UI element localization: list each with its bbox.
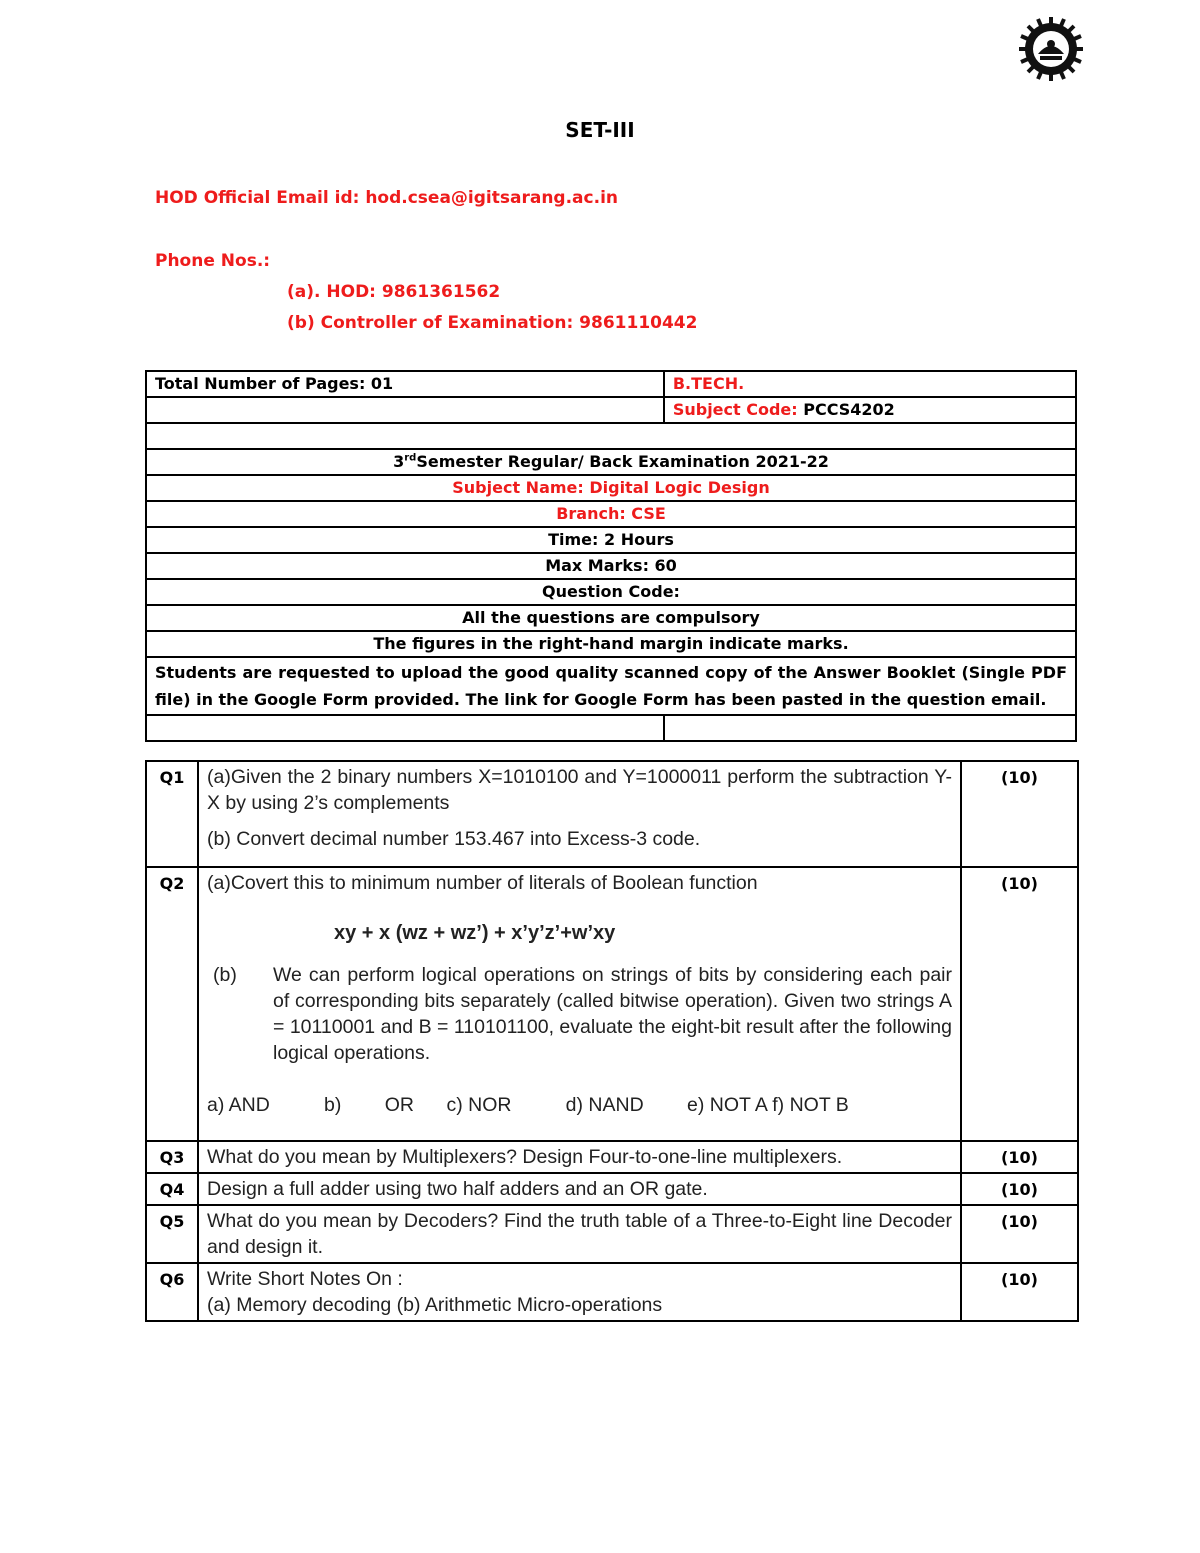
- question-code: Question Code:: [146, 579, 1076, 605]
- question-row-q3: [146, 1141, 1078, 1173]
- subject-code-label: Subject Code:: [672, 400, 804, 419]
- question-number: Q2: [146, 867, 198, 1141]
- logical-operations-list: a) AND b) OR c) NOR d) NAND e) NOT A f) NOT B: [207, 1094, 849, 1116]
- question-marks: (10): [961, 761, 1078, 867]
- empty-row: [146, 423, 1076, 449]
- question-number: Q3: [146, 1141, 198, 1173]
- exam-info-table: [145, 370, 1077, 742]
- set-title: SET-III: [565, 118, 635, 142]
- phone-controller: (b) Controller of Examination: 9861110442: [287, 313, 698, 333]
- question-number: Q5: [146, 1205, 198, 1263]
- max-marks: Max Marks: 60: [146, 553, 1076, 579]
- question-number: Q1: [146, 761, 198, 867]
- subject-name: Subject Name: Digital Logic Design: [146, 475, 1076, 501]
- question-text: What do you mean by Decoders? Find the truth table of a Three-to-Eight line Decoder and design it.: [198, 1205, 961, 1263]
- figures-note: The figures in the right-hand margin indicate marks.: [146, 631, 1076, 657]
- upload-note: Students are requested to upload the good quality scanned copy of the Answer Booklet (Single PDF file) in the Google Form provided. The link for Google Form has been pasted in the question email.: [146, 657, 1076, 715]
- question-row-q2: [146, 867, 1078, 1141]
- q2-part-b: We can perform logical operations on strings of bits by considering each pair of corresponding bits separately (called bitwise operation). Given two strings A = 10110001 and B = 110101100, evaluate the eight-bit result after the following logical operations.: [273, 964, 952, 1064]
- semester-line: 3rdSemester Regular/ Back Examination 2021-22: [146, 449, 1076, 475]
- phone-label: Phone Nos.:: [155, 251, 271, 271]
- boolean-formula: xy + x (wz + wz’) + x’y’z’+w’xy: [334, 922, 616, 944]
- institute-emblem-icon: [1018, 16, 1084, 82]
- empty-cell: [146, 397, 664, 423]
- phone-hod: (a). HOD: 9861361562: [287, 282, 501, 302]
- degree: B.TECH.: [664, 371, 1076, 397]
- question-number: Q6: [146, 1263, 198, 1321]
- question-text-sub: (a) Memory decoding (b) Arithmetic Micro-operations: [207, 1294, 663, 1316]
- compulsory-note: All the questions are compulsory: [146, 605, 1076, 631]
- question-text: What do you mean by Multiplexers? Design Four-to-one-line multiplexers.: [198, 1141, 961, 1173]
- question-row-q4: [146, 1173, 1078, 1205]
- question-row-q5: [146, 1205, 1078, 1263]
- q2-part-a: (a)Covert this to minimum number of literals of Boolean function: [207, 872, 758, 894]
- subject-code-cell: [664, 397, 1076, 423]
- exam-time: Time: 2 Hours: [146, 527, 1076, 553]
- empty-cell: [146, 715, 664, 741]
- question-row-q1: [146, 761, 1078, 867]
- question-marks: (10): [961, 1173, 1078, 1205]
- question-marks: (10): [961, 1263, 1078, 1321]
- question-row-q6: [146, 1263, 1078, 1321]
- question-number: Q4: [146, 1173, 198, 1205]
- question-text: Write Short Notes On :: [207, 1268, 403, 1290]
- question-marks: (10): [961, 1205, 1078, 1263]
- total-pages: Total Number of Pages: 01: [146, 371, 664, 397]
- empty-cell: [664, 715, 1076, 741]
- questions-table: [145, 760, 1079, 1322]
- question-marks: (10): [961, 867, 1078, 1141]
- question-text: Design a full adder using two half adders and an OR gate.: [198, 1173, 961, 1205]
- q2-part-b-label: (b): [213, 964, 237, 986]
- subject-code: PCCS4202: [803, 400, 895, 419]
- hod-email-line: HOD Official Email id: hod.csea@igitsarang.ac.in: [155, 188, 618, 208]
- q1-part-a: (a)Given the 2 binary numbers X=1010100 and Y=1000011 perform the subtraction Y-X by using 2’s complements: [207, 766, 952, 814]
- branch: Branch: CSE: [146, 501, 1076, 527]
- q1-part-b: (b) Convert decimal number 153.467 into Excess-3 code.: [207, 828, 701, 850]
- question-marks: (10): [961, 1141, 1078, 1173]
